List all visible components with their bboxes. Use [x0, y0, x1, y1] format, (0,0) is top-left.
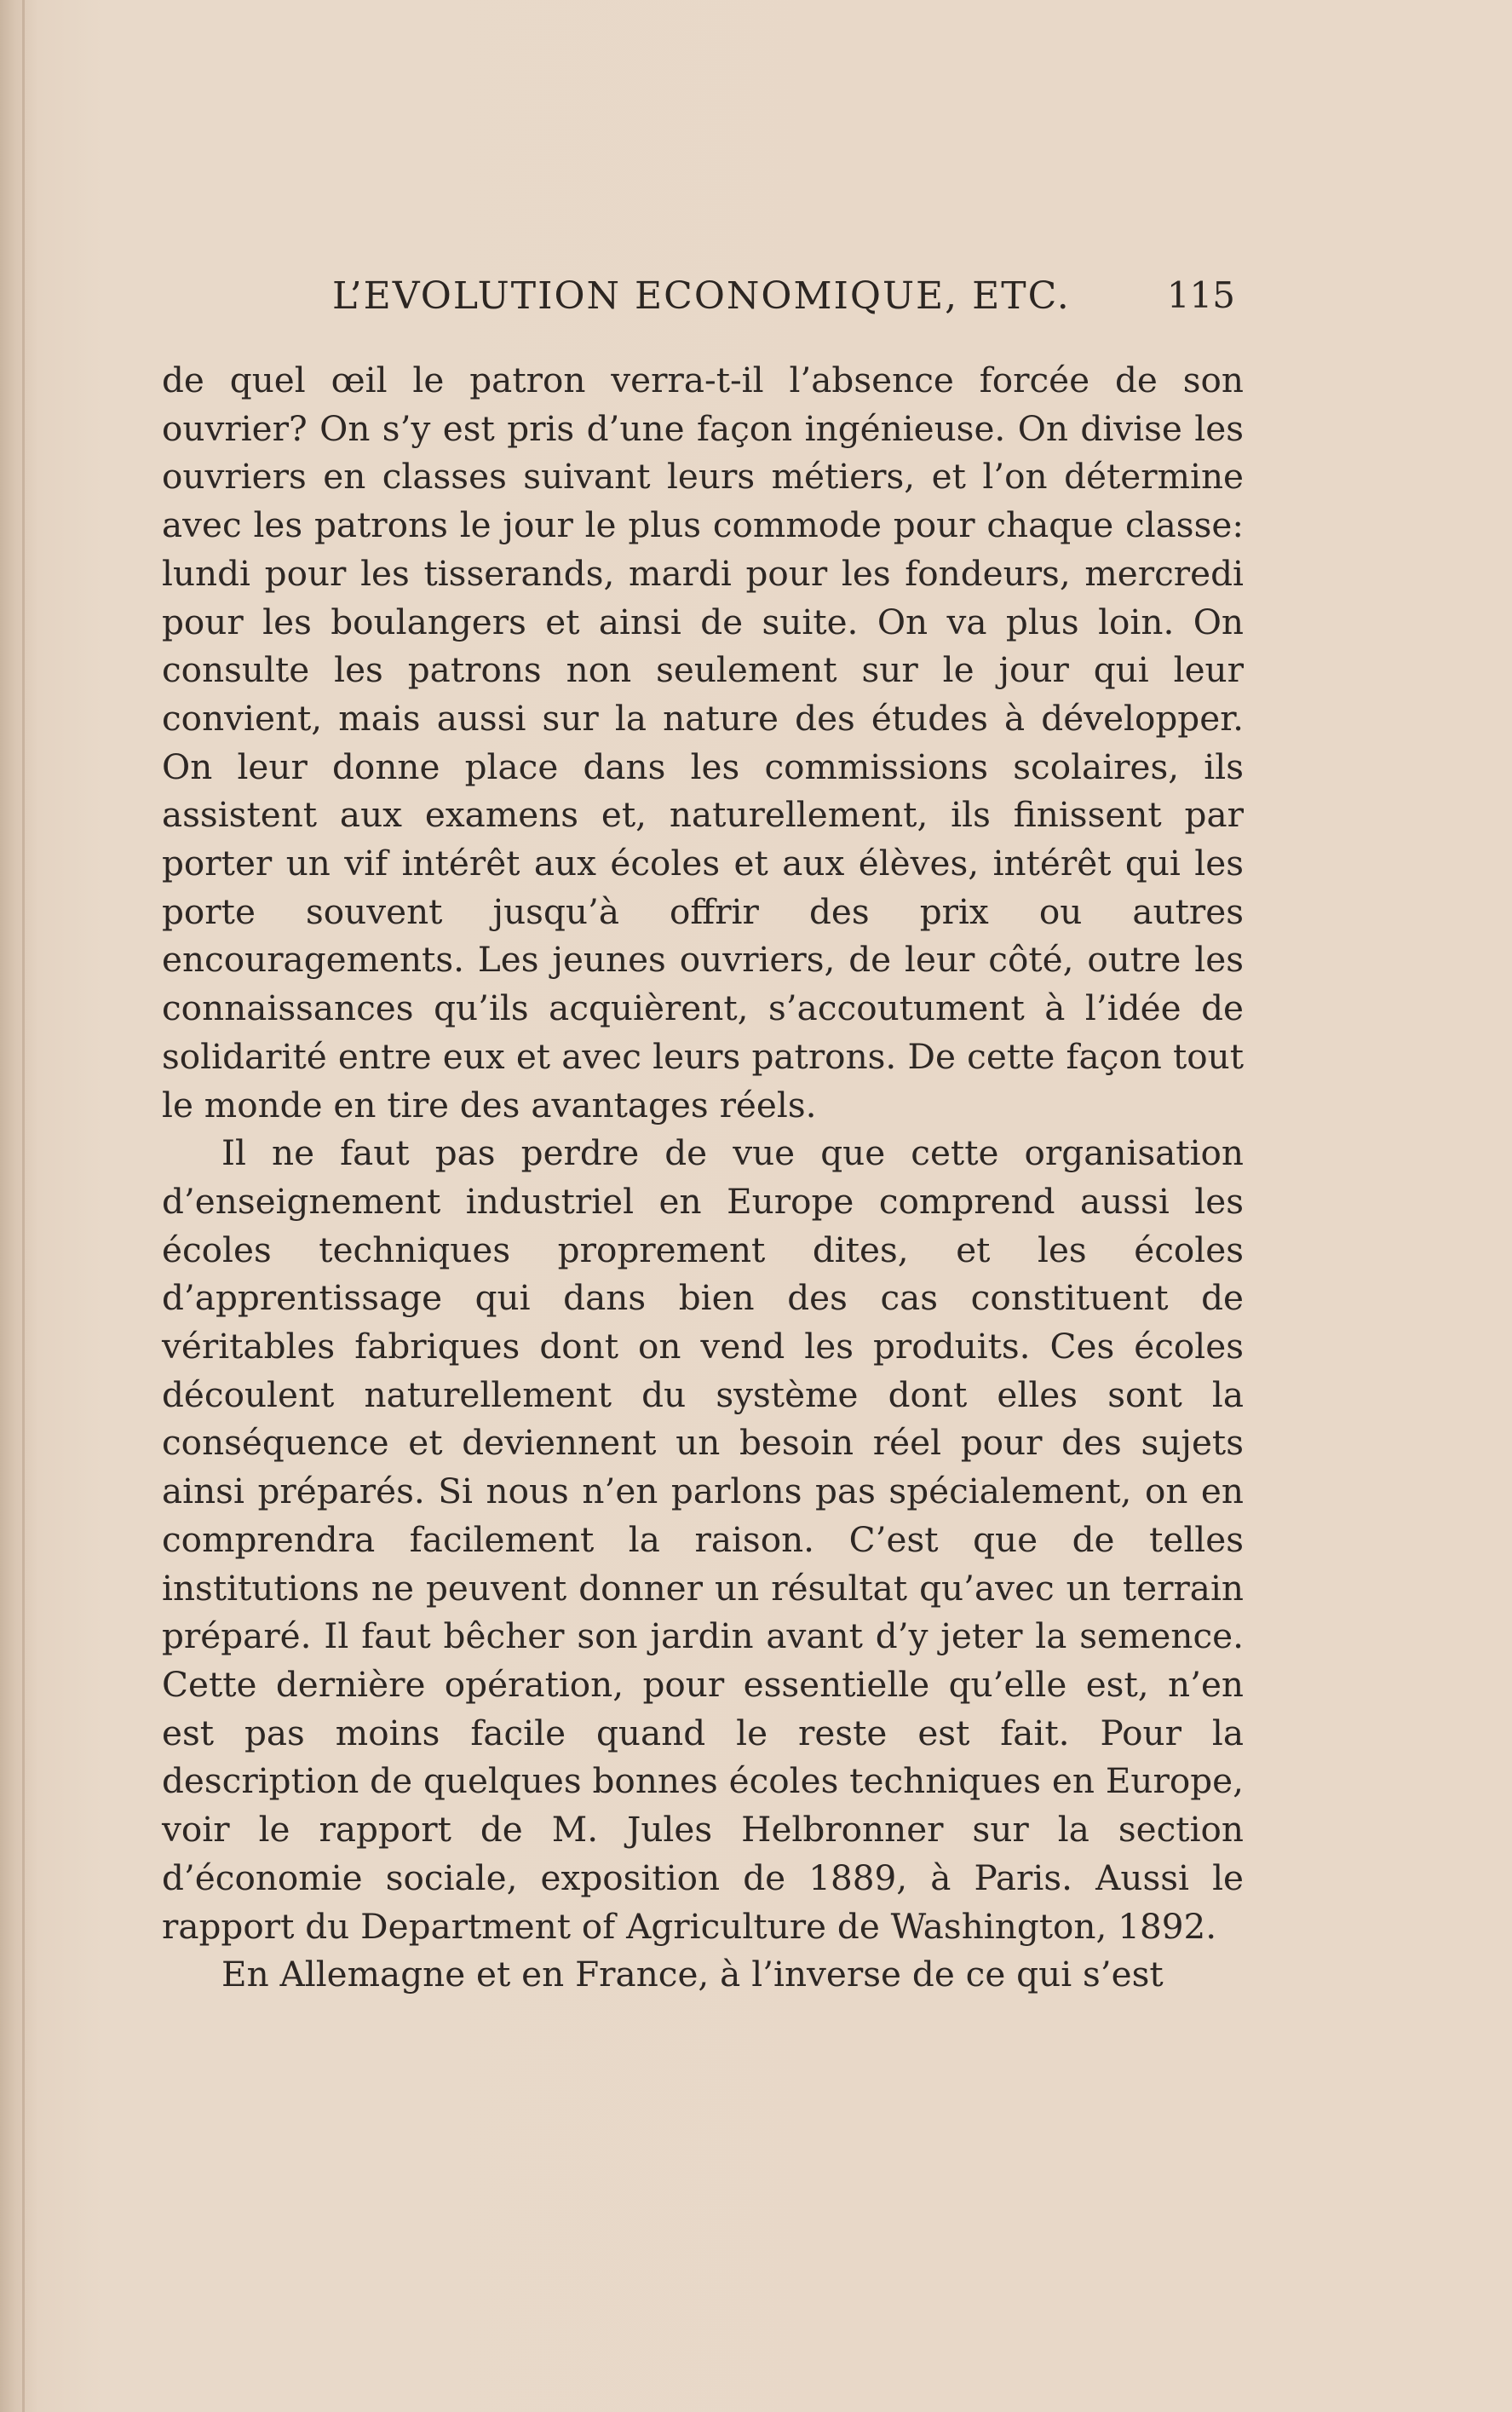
running-head [162, 274, 1235, 322]
paragraph-1: de quel œil le patron verra-t-il l’absence forcée de son ouvrier? On s’y est pris d’une façon ingénieuse. On divise les ouvriers en classes suivant leurs métiers, et l’on détermine avec les patrons le jour le plus commode pour chaque classe: lundi pour les tisserands, mardi pour les fondeurs, mercredi pour les boulangers et ainsi de suite. On va plus loin. On consulte les patrons non seulement sur le jour qui leur convient, mais aussi sur la nature des études à développer. On leur donne place dans les commissions scolaires, ils assistent aux examens et, naturellement, ils finissent par porter un vif intérêt aux écoles et aux élèves, intérêt qui les porte souvent jusqu’à offrir des prix ou autres encouragements. Les jeunes ouvriers, de leur côté, outre les connaissances qu’ils acquièrent, s’accoutument à l’idée de solidarité entre eux et avec leurs patrons. De cette façon tout le monde en tire des avantages réels. [162, 360, 1244, 1125]
body-text [162, 356, 1244, 1999]
page-number: 115 [1166, 274, 1235, 316]
running-title: L’EVOLUTION ECONOMIQUE, ETC. [332, 274, 1071, 318]
paragraph-2: Il ne faut pas perdre de vue que cette organisation d’enseignement industriel en Europe comprend aussi les écoles techniques proprement dites, et les écoles d’apprentissage qui dans bien des cas constituent de véritables fabriques dont on vend les produits. Ces écoles découlent naturellement du système dont elles sont la conséquence et deviennent un besoin réel pour des sujets ainsi préparés. Si nous n’en parlons pas spécialement, on en comprendra facilement la raison. C’est que de telles institutions ne peuvent donner un résultat qu’avec un terrain préparé. Il faut bêcher son jardin avant d’y jeter la semence. Cette dernière opération, pour essentielle qu’elle est, n’en est pas moins facile quand le reste est fait. Pour la description de quelques bonnes écoles techniques en Europe, voir le rapport de M. Jules Helbronner sur la section d’économie sociale, exposition de 1889, à Paris. Aussi le rapport du Department of Agriculture de Washington, 1892. [162, 1132, 1244, 1947]
paragraph-3: En Allemagne et en France, à l’inverse de ce qui s’est [221, 1954, 1164, 1995]
binding-gutter [22, 0, 25, 2412]
